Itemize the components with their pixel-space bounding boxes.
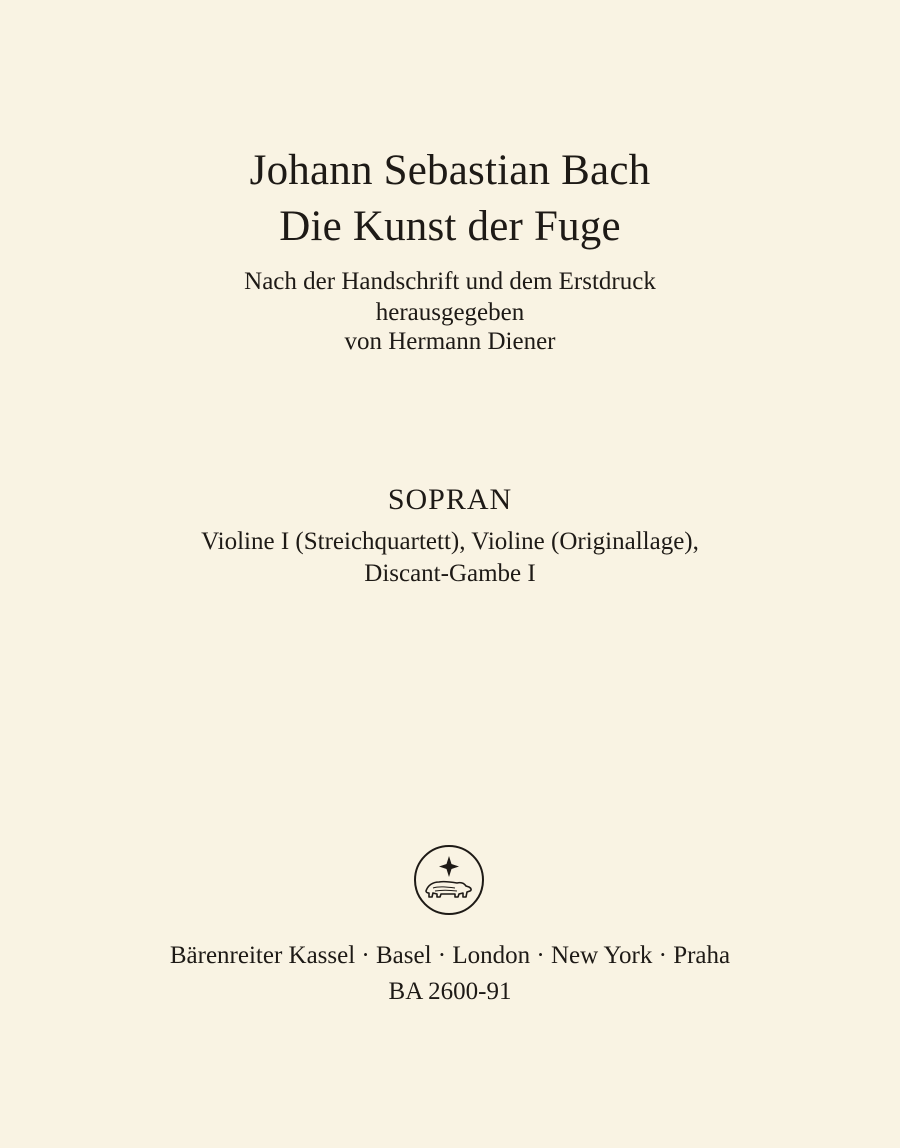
composer-name: Johann Sebastian Bach xyxy=(249,147,651,194)
publisher-line: Bärenreiter Kassel · Basel · London · New York · Praha xyxy=(169,942,731,969)
part-name: SOPRAN xyxy=(387,483,513,516)
baerenreiter-bear-star-logo-icon xyxy=(411,840,487,920)
edited-by-line: herausgegeben xyxy=(375,299,525,326)
work-title: Die Kunst der Fuge xyxy=(279,203,621,250)
catalog-number: BA 2600-91 xyxy=(388,978,512,1005)
edition-source-line: Nach der Handschrift und dem Erstdruck xyxy=(244,268,656,295)
instruments-line-2: Discant-Gambe I xyxy=(364,560,536,587)
instruments-line-1: Violine I (Streichquartett), Violine (Originallage), xyxy=(201,528,699,555)
editor-name-line: von Hermann Diener xyxy=(344,328,556,355)
